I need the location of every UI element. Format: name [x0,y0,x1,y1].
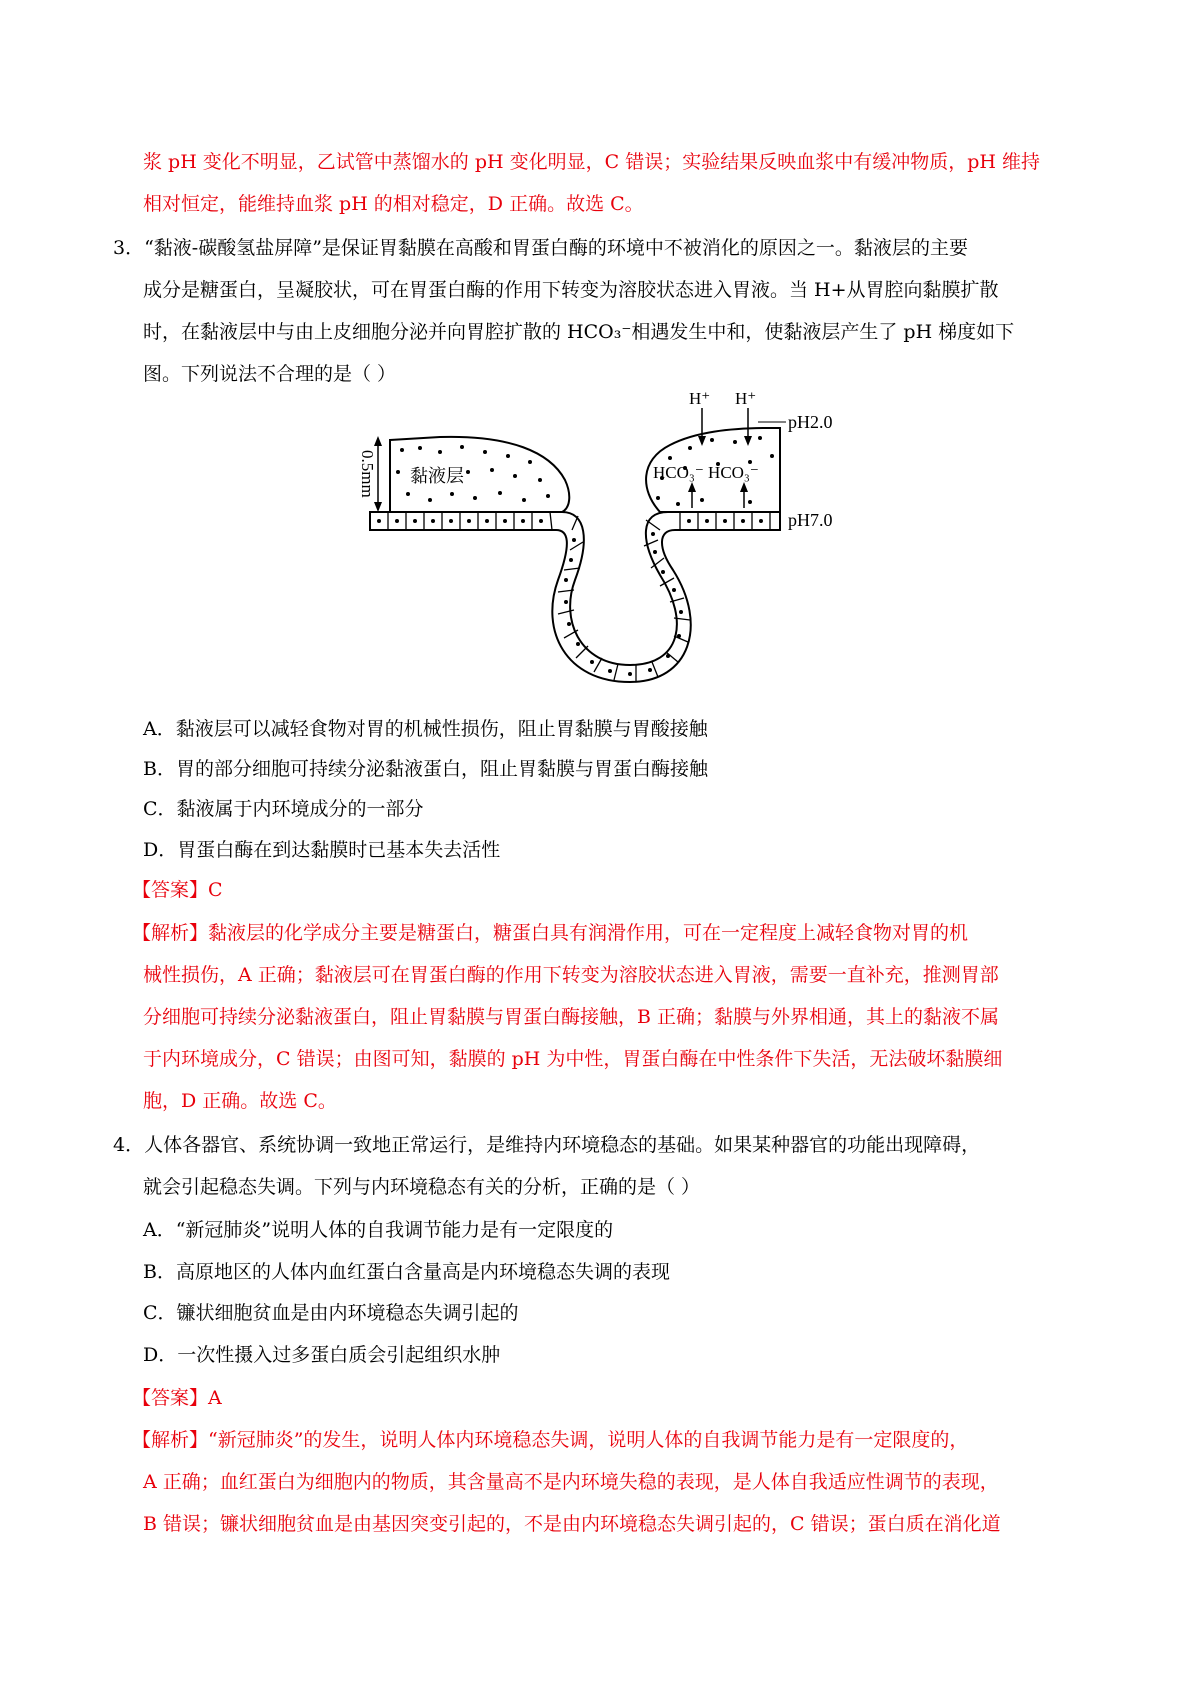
prev-analysis-line-1: 浆 pH 变化不明显，乙试管中蒸馏水的 pH 变化明显，C 错误；实验结果反映血浆中有缓冲物质，pH 维持 [143,151,1040,173]
q4-option-b: B．高原地区的人体内血红蛋白含量高是内环境稳态失调的表现 [143,1261,670,1283]
q4-analysis-line-3: B 错误；镰状细胞贫血是由基因突变引起的，不是由内环境稳态失调引起的，C 错误；蛋白质在消化道 [143,1513,1001,1535]
h-label-2: H⁺ [735,390,757,408]
q4-option-d: D．一次性摄入过多蛋白质会引起组织水肿 [143,1344,501,1366]
q4-analysis-line-1: 【解析】“新冠肺炎”的发生，说明人体内环境稳态失调，说明人体的自我调节能力是有一定限度的， [132,1429,969,1451]
q3-analysis-line-4: 于内环境成分，C 错误；由图可知，黏膜的 pH 为中性，胃蛋白酶在中性条件下失活，无法破坏黏膜细 [143,1048,1003,1070]
q4-answer: 【答案】A [132,1387,222,1409]
mucus-layer-label: 黏液层 [410,466,464,486]
thickness-arrow-head-top [374,436,382,446]
ph-top-label: pH2.0 [788,412,833,432]
q4-option-a: A．“新冠肺炎”说明人体的自我调节能力是有一定限度的 [143,1219,614,1241]
mucus-barrier-figure [340,390,860,690]
q3-stem-line-4: 图。下列说法不合理的是（ ） [143,363,397,385]
q3-analysis-line-5: 胞，D 正确。故选 C。 [143,1090,337,1112]
q3-option-c: C．黏液属于内环境成分的一部分 [143,798,424,820]
h-label-1: H⁺ [689,390,711,408]
epithelium-layer [370,512,780,682]
thickness-label: 0.5mm [358,450,377,498]
q3-answer: 【答案】C [132,879,223,901]
thickness-arrow-head-bottom [374,502,382,512]
q3-analysis-line-1: 【解析】黏液层的化学成分主要是糖蛋白，糖蛋白具有润滑作用，可在一定程度上减轻食物对胃的机 [132,922,969,944]
prev-analysis-line-2: 相对恒定，能维持血浆 pH 的相对稳定，D 正确。故选 C。 [143,193,644,215]
q4-option-c: C．镰状细胞贫血是由内环境稳态失调引起的 [143,1302,519,1324]
q4-stem-line-1: 4．人体各器官、系统协调一致地正常运行，是维持内环境稳态的基础。如果某种器官的功能出现障碍， [113,1134,981,1156]
q3-option-d: D．胃蛋白酶在到达黏膜时已基本失去活性 [143,839,501,861]
q4-analysis-line-2: A 正确；血红蛋白为细胞内的物质，其含量高不是内环境失稳的表现，是人体自我适应性调节的表现， [143,1471,999,1493]
q3-stem-line-1: 3．“黏液-碳酸氢盐屏障”是保证胃黏膜在高酸和胃蛋白酶的环境中不被消化的原因之一。黏液层的主要 [113,237,968,259]
q4-stem-line-2: 就会引起稳态失调。下列与内环境稳态有关的分析，正确的是（ ） [143,1176,701,1198]
ph-bottom-label: pH7.0 [788,510,833,530]
q3-analysis-line-3: 分细胞可持续分泌黏液蛋白，阻止胃黏膜与胃蛋白酶接触，B 正确；黏膜与外界相通，其上的黏液不属 [143,1006,1000,1028]
q3-analysis-line-2: 械性损伤，A 正确；黏液层可在胃蛋白酶的作用下转变为溶胶状态进入胃液，需要一直补充，推测胃部 [143,964,999,986]
q3-stem-line-2: 成分是糖蛋白，呈凝胶状，可在胃蛋白酶的作用下转变为溶胶状态进入胃液。当 H+从胃腔向黏膜扩散 [143,279,999,301]
hco3-label: HCO₃⁻ HCO₃⁻ [653,463,759,482]
q3-stem-line-3: 时，在黏液层中与由上皮细胞分泌并向胃腔扩散的 HCO₃⁻相遇发生中和，使黏液层产生了 pH 梯度如下 [143,321,1015,343]
q3-option-b: B．胃的部分细胞可持续分泌黏液蛋白，阻止胃黏膜与胃蛋白酶接触 [143,758,708,780]
q3-option-a: A．黏液层可以减轻食物对胃的机械性损伤，阻止胃黏膜与胃酸接触 [143,718,708,740]
